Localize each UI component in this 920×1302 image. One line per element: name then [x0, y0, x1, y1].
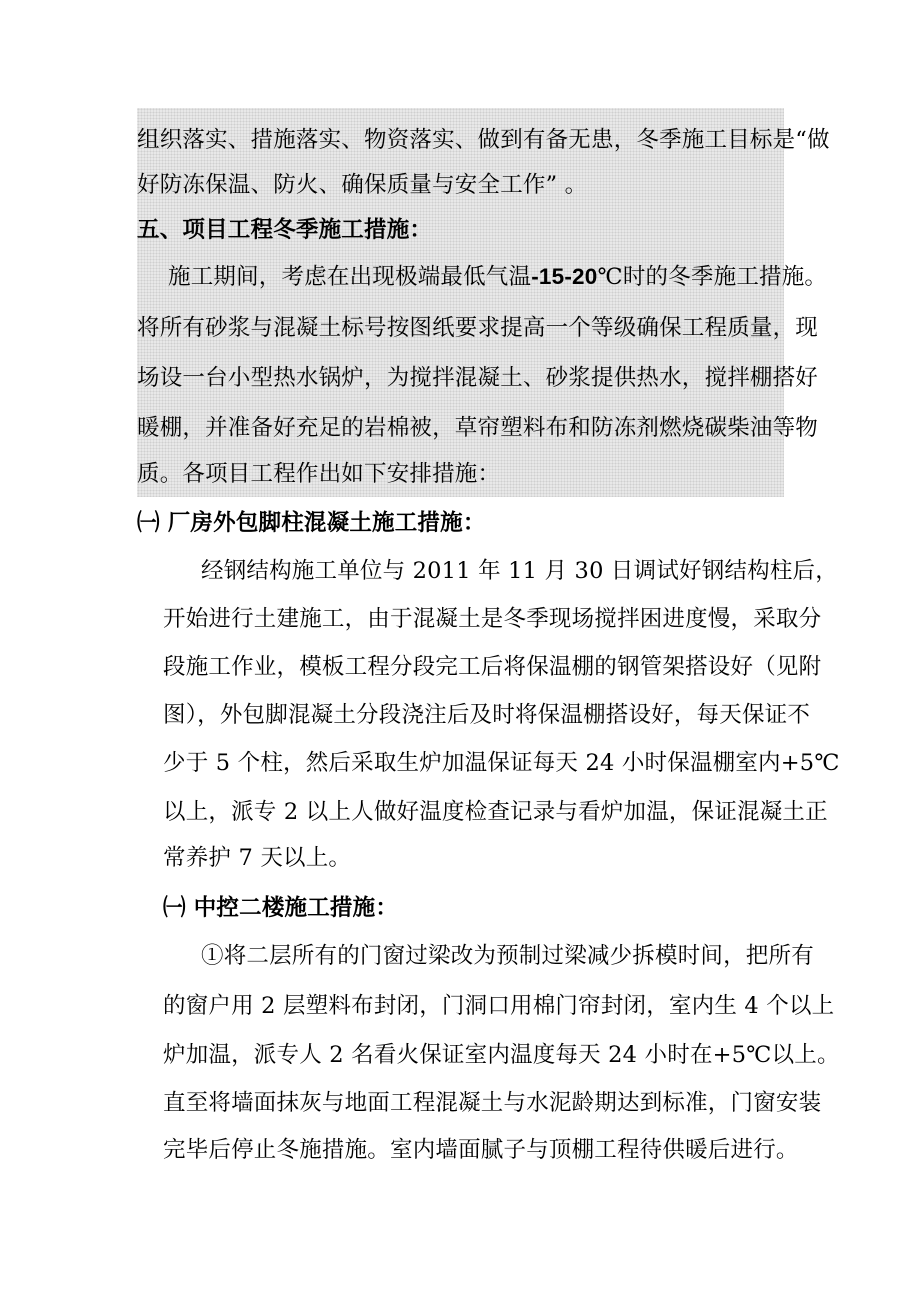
text-line: 组织落实、措施落实、物资落实、做到有备无患，冬季施工目标是“做 — [137, 127, 830, 153]
section-heading-control-building: ㈠ 中控二楼施工措施： — [163, 895, 399, 921]
text-line: 以上，派专 2 以上人做好温度检查记录与看炉加温，保证混凝土正 — [163, 799, 828, 825]
text-line: 图），外包脚混凝土分段浇注后及时将保温棚搭设好，每天保证不 — [163, 702, 811, 728]
text-line: 开始进行土建施工，由于混凝土是冬季现场搅拌困进度慢，采取分 — [163, 606, 822, 632]
text-line: ①将二层所有的门窗过梁改为预制过梁减少拆模时间，把所有 — [201, 943, 814, 969]
paragraph-text: 施工期间，考虑在出现极端最低气温 — [168, 264, 532, 290]
paragraph-first-line — [168, 262, 827, 292]
text-line: 炉加温，派专人 2 名看火保证室内温度每天 24 小时在+5℃以上。 — [163, 1042, 840, 1068]
text-line: 常养护 7 天以上。 — [163, 845, 352, 871]
text-line: 完毕后停止冬施措施。室内墙面腻子与顶棚工程待供暖后进行。 — [163, 1137, 799, 1163]
section-heading-column-concrete: ㈠ 厂房外包脚柱混凝土施工措施： — [137, 510, 486, 536]
paragraph-text: ℃时的冬季施工措施。 — [597, 264, 828, 290]
text-line: 直至将墙面抹灰与地面工程混凝土与水泥龄期达到标准，门窗安装 — [163, 1090, 822, 1116]
temperature-range: -15-20 — [531, 264, 598, 289]
text-line: 质。各项目工程作出如下安排措施： — [137, 461, 501, 487]
text-line: 好防冻保温、防火、确保质量与安全工作” 。 — [137, 172, 588, 198]
text-line: 场设一台小型热水锅炉，为搅拌混凝土、砂浆提供热水，搅拌棚搭好 — [137, 365, 819, 391]
text-line: 段施工作业，模板工程分段完工后将保温棚的钢管架搭设好（见附 — [163, 654, 822, 680]
section-heading-winter-measures: 五、项目工程冬季施工措施： — [137, 217, 433, 243]
text-line: 经钢结构施工单位与 2011 年 11 月 30 日调试好钢结构柱后， — [201, 558, 838, 584]
text-line: 少于 5 个柱，然后采取生炉加温保证每天 24 小时保温棚室内+5℃ — [163, 750, 840, 776]
text-line: 暖棚，并准备好充足的岩棉被，草帘塑料布和防冻剂燃烧碳柴油等物 — [137, 415, 819, 441]
text-line: 的窗户用 2 层塑料布封闭，门洞口用棉门帘封闭，室内生 4 个以上 — [163, 993, 835, 1019]
text-line: 将所有砂浆与混凝土标号按图纸要求提高一个等级确保工程质量，现 — [137, 315, 819, 341]
